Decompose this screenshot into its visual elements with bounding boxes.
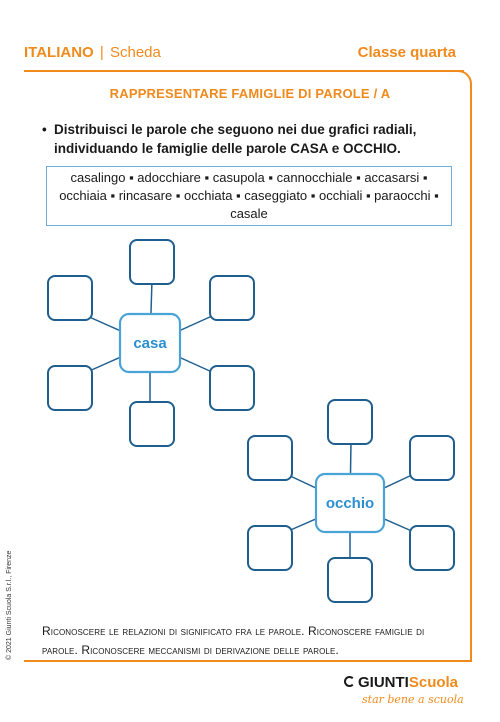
giunti-g-icon (344, 676, 355, 687)
copyright-notice: © 2021 Giunti Scuola S.r.l., Firenze (6, 550, 13, 660)
header-separator: | (99, 44, 104, 61)
sheet-type-label: Scheda (109, 44, 161, 61)
brand-tagline: star bene a scuola (362, 693, 464, 706)
answer-box[interactable] (210, 366, 254, 410)
brand-name (358, 674, 458, 691)
answer-box[interactable] (130, 402, 174, 446)
bullet-icon: • (42, 122, 47, 137)
answer-box[interactable] (48, 366, 92, 410)
answer-box[interactable] (130, 240, 174, 284)
brand-name-part1: GIUNTI (358, 674, 409, 691)
brand-name-part2: Scuola (408, 674, 459, 691)
center-label-occhio: occhio (325, 495, 375, 512)
radial-diagram-casa (48, 240, 254, 446)
word-list-box: casalingo ▪ adocchiare ▪ casupola ▪ cannocchiale ▪ accasarsi ▪ occhiaia ▪ rincasare ▪ occhiata ▪ caseggiato ▪ occhiali ▪ paraocchi ▪ casale (46, 166, 452, 226)
radial-diagram-occhio (248, 400, 454, 602)
instruction-text: Distribuisci le parole che seguono nei due grafici radiali, individuando le famiglie delle parole CASA e OCCHIO. (54, 122, 417, 156)
answer-box[interactable] (328, 400, 372, 444)
answer-box[interactable] (210, 276, 254, 320)
exercise-title: RAPPRESENTARE FAMIGLIE DI PAROLE / A (109, 86, 391, 101)
answer-box[interactable] (248, 526, 292, 570)
subject-label: ITALIANO (24, 44, 94, 61)
publisher-logo (344, 672, 464, 712)
answer-box[interactable] (248, 436, 292, 480)
answer-box[interactable] (328, 558, 372, 602)
learning-objectives: Riconoscere le relazioni di significato fra le parole. Riconoscere famiglie di parole. Riconoscere meccanismi di derivazione delle parole. (42, 624, 425, 657)
center-label-casa: casa (133, 335, 167, 352)
answer-box[interactable] (410, 436, 454, 480)
answer-box[interactable] (48, 276, 92, 320)
answer-box[interactable] (410, 526, 454, 570)
grade-label: Classe quarta (357, 44, 456, 61)
